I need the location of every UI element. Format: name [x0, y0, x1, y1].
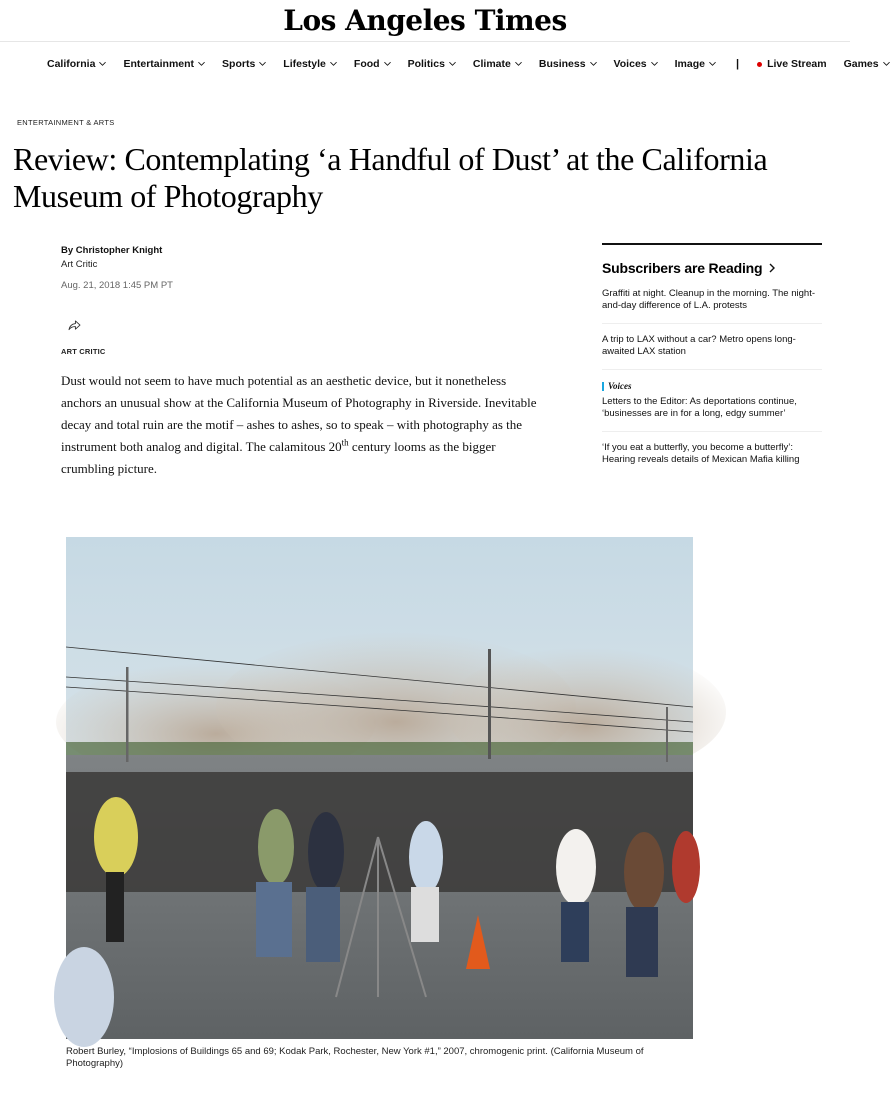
nav-label: Voices: [613, 58, 647, 70]
nav-label: Image: [674, 58, 705, 70]
byline[interactable]: By Christopher Knight: [61, 245, 163, 256]
nav-label: Sports: [222, 58, 256, 70]
voices-tag: [602, 380, 822, 392]
nav-item-image[interactable]: [675, 58, 716, 70]
implosion-photo-image: [66, 537, 693, 1039]
site-logo[interactable]: Los Angeles Times: [283, 4, 567, 37]
article-body: [61, 370, 541, 480]
section-kicker[interactable]: ENTERTAINMENT & ARTS: [17, 118, 115, 127]
sidebar-story[interactable]: [602, 324, 822, 370]
chevron-right-icon: [768, 263, 776, 273]
chevron-down-icon: [259, 60, 266, 67]
masthead: [0, 0, 850, 42]
nav-label: Games: [843, 58, 879, 70]
nav-separator: |: [735, 58, 740, 70]
chevron-down-icon: [651, 60, 658, 67]
sidebar-story[interactable]: [602, 370, 822, 432]
chevron-down-icon: [449, 60, 456, 67]
sidebar-story-text: Graffiti at night. Cleanup in the morning. The night-and-day difference of L.A. protests: [602, 288, 815, 311]
nav-item-entertainment[interactable]: [123, 58, 205, 70]
chevron-down-icon: [709, 60, 716, 67]
chevron-down-icon: [590, 60, 597, 67]
share-icon: [68, 320, 81, 331]
nav-label: Climate: [472, 58, 511, 70]
sidebar-title-label: Subscribers are Reading: [602, 260, 763, 276]
sidebar-story-text: Letters to the Editor: As deportations continue, ‘businesses are in for a long, edgy summer’: [602, 396, 797, 419]
article-photo[interactable]: [66, 537, 693, 1039]
photo-caption: Robert Burley, “Implosions of Buildings 65 and 69; Kodak Park, Rochester, New York #1,” 2007, chromogenic print. (California Museum of Photography): [66, 1046, 644, 1069]
nav-label: Politics: [407, 58, 445, 70]
chevron-down-icon: [515, 60, 522, 67]
chevron-down-icon: [330, 60, 337, 67]
chevron-down-icon: [384, 60, 391, 67]
live-dot-icon: [757, 62, 762, 67]
article-section-label: ART CRITIC: [61, 347, 106, 356]
subscribers-reading-title[interactable]: [602, 260, 822, 276]
sidebar-story[interactable]: [602, 432, 822, 477]
nav-item-games[interactable]: [844, 58, 890, 70]
author-role: Art Critic: [61, 259, 98, 270]
nav-label: Entertainment: [123, 58, 195, 70]
sidebar-story-text: A trip to LAX without a car? Metro opens long-awaited LAX station: [602, 334, 796, 357]
nav-item-politics[interactable]: [408, 58, 456, 70]
chevron-down-icon: [198, 60, 205, 67]
body-superscript: th: [341, 437, 349, 448]
body-text: century looms as the bigger crumbling picture.: [61, 439, 496, 476]
nav-label: Business: [538, 58, 586, 70]
nav-label: California: [47, 58, 96, 70]
nav-item-lifestyle[interactable]: [283, 58, 337, 70]
nav-item-food[interactable]: [354, 58, 391, 70]
share-button[interactable]: [63, 315, 85, 335]
sidebar-story-text: ‘If you eat a butterfly, you become a butterfly’: Hearing reveals details of Mexican Mafia killing: [602, 442, 800, 465]
main-nav: [0, 42, 879, 86]
nav-item-live-stream[interactable]: [757, 58, 827, 70]
nav-label: Food: [353, 58, 380, 70]
page-title: Review: Contemplating ‘a Handful of Dust’ at the California Museum of Photography: [13, 141, 768, 214]
nav-label: Lifestyle: [283, 58, 326, 70]
nav-item-climate[interactable]: [473, 58, 522, 70]
sidebar-story[interactable]: [602, 276, 822, 324]
nav-item-business[interactable]: [539, 58, 597, 70]
voices-tag-label: Voices: [608, 381, 632, 391]
nav-item-voices[interactable]: [614, 58, 658, 70]
nav-item-california[interactable]: [47, 58, 106, 70]
nav-label: Live Stream: [767, 58, 827, 70]
chevron-down-icon: [883, 60, 890, 67]
body-text: Dust would not seem to have much potential as an aesthetic device, but it nonetheless anchors an unusual show at the California Museum of Photography in Riverside. Inevitable decay and total ruin are the motif – ashes to ashes, so to speak – with photography as the instrument both analog and digital. The calamitous 20: [61, 373, 537, 454]
voices-bar-icon: [602, 382, 604, 391]
publish-date: Aug. 21, 2018 1:45 PM PT: [61, 280, 173, 291]
nav-item-sports[interactable]: [222, 58, 266, 70]
chevron-down-icon: [99, 60, 106, 67]
subscribers-reading-panel: [602, 243, 822, 477]
